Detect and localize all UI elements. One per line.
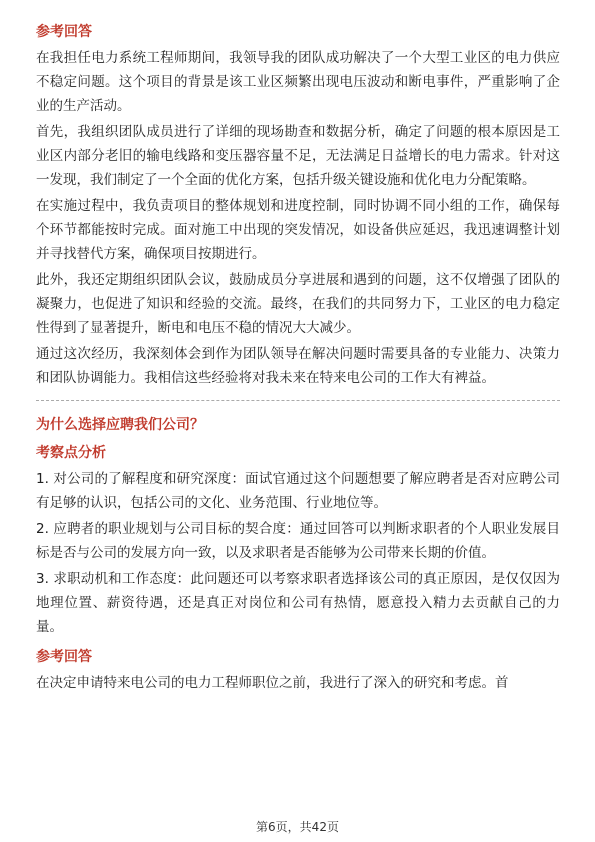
section-heading-reference-answer: 参考回答 [36,649,92,665]
section-divider [36,400,560,401]
document-page [36,22,560,697]
section-heading-reference-answer: 参考回答 [36,24,92,40]
answer-paragraph: 在我担任电力系统工程师期间，我领导我的团队成功解决了一个大型工业区的电力供应不稳定问题。这个项目的背景是该工业区频繁出现电压波动和断电事件，严重影响了企业的生产活动。 [36,50,560,114]
analysis-item: 1. 对公司的了解程度和研究深度：面试官通过这个问题想要了解应聘者是否对应聘公司有足够的认识，包括公司的文化、业务范围、行业地位等。 [36,471,560,511]
answer-paragraph: 在实施过程中，我负责项目的整体规划和进度控制，同时协调不同小组的工作，确保每个环节都能按时完成。面对施工中出现的突发情况，如设备供应延迟，我迅速调整计划并寻找替代方案，确保项目按期进行。 [36,198,560,262]
answer-paragraph: 在决定申请特来电公司的电力工程师职位之前，我进行了深入的研究和考虑。首 [36,675,509,691]
answer-paragraph: 首先，我组织团队成员进行了详细的现场勘查和数据分析，确定了问题的根本原因是工业区内部分老旧的输电线路和变压器容量不足，无法满足日益增长的电力需求。针对这一发现，我们制定了一个全面的优化方案，包括升级关键设施和优化电力分配策略。 [36,124,560,188]
answer-paragraph: 此外，我还定期组织团队会议，鼓励成员分享进展和遇到的问题，这不仅增强了团队的凝聚力，也促进了知识和经验的交流。最终，在我们的共同努力下，工业区的电力稳定性得到了显著提升，断电和电压不稳的情况大大减少。 [36,272,560,336]
answer-paragraph: 通过这次经历，我深刻体会到作为团队领导在解决问题时需要具备的专业能力、决策力和团队协调能力。我相信这些经验将对我未来在特来电公司的工作大有裨益。 [36,346,560,386]
analysis-item: 2. 应聘者的职业规划与公司目标的契合度：通过回答可以判断求职者的个人职业发展目标是否与公司的发展方向一致，以及求职者是否能够为公司带来长期的价值。 [36,521,560,561]
page-number: 第6页，共42页 [256,820,339,834]
section-heading-analysis: 考察点分析 [36,445,106,461]
interview-question: 为什么选择应聘我们公司？ [36,417,204,433]
analysis-item: 3. 求职动机和工作态度：此问题还可以考察求职者选择该公司的真正原因，是仅仅因为地理位置、薪资待遇，还是真正对岗位和公司有热情，愿意投入精力去贡献自己的力量。 [36,571,560,635]
